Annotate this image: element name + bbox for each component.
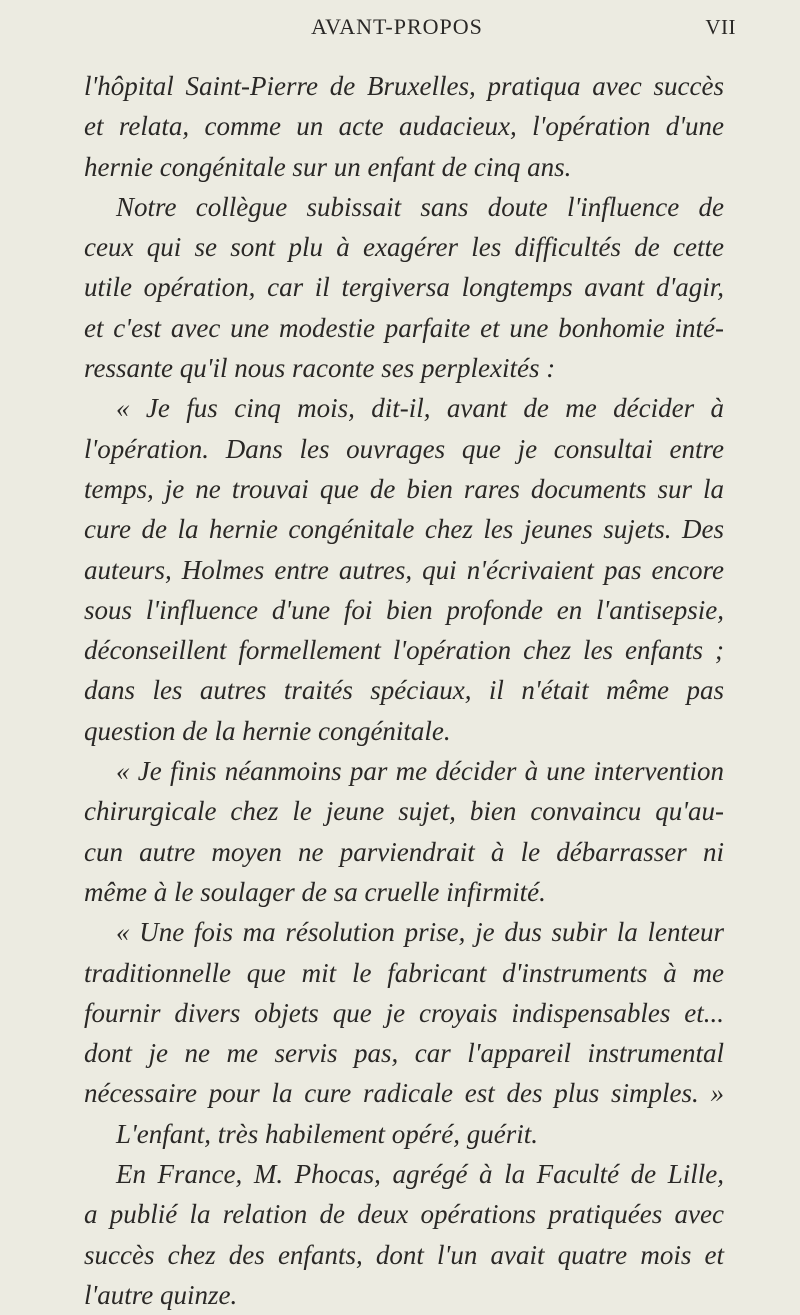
text-line: chirurgicale chez le jeune sujet, bien convaincu qu'au- <box>84 796 724 827</box>
page-header <box>82 14 736 44</box>
text-line: déconseillent formellement l'opération chez les enfants ; <box>84 635 724 666</box>
text-line: l'hôpital Saint-Pierre de Bruxelles, pratiqua avec succès <box>84 71 724 101</box>
text-line: nécessaire pour la cure radicale est des plus simples. » <box>84 1078 724 1109</box>
text-line: fournir divers objets que je croyais indispensables et... <box>84 997 724 1028</box>
text-line: Notre collègue subissait sans doute l'influence de <box>116 191 724 222</box>
text-line: traditionnelle que mit le fabricant d'instruments à me <box>84 957 724 988</box>
text-line: hernie congénitale sur un enfant de cinq ans. <box>84 151 572 182</box>
text-line: cure de la hernie congénitale chez les jeunes sujets. Des <box>84 514 724 545</box>
text-line: l'autre quinze. <box>84 1279 238 1310</box>
text-line: « Une fois ma résolution prise, je dus subir la lenteur <box>116 917 724 948</box>
body-text <box>84 66 724 1315</box>
text-line: auteurs, Holmes entre autres, qui n'écrivaient pas encore <box>84 554 724 585</box>
text-line: L'enfant, très habilement opéré, guérit. <box>116 1118 538 1149</box>
text-line: et relata, comme un acte audacieux, l'opération d'une <box>84 111 724 142</box>
text-line: « Je fus cinq mois, dit-il, avant de me décider à <box>116 393 724 424</box>
text-line: ceux qui se sont plu à exagérer les difficultés de cette <box>84 232 724 263</box>
text-line: sous l'influence d'une foi bien profonde en l'antisepsie, <box>84 594 724 625</box>
text-line: ressante qu'il nous raconte ses perplexités : <box>84 353 556 384</box>
text-line: question de la hernie congénitale. <box>84 715 451 746</box>
text-line: cun autre moyen ne parviendrait à le débarrasser ni <box>84 836 724 867</box>
text-line: temps, je ne trouvai que de bien rares documents sur la <box>84 473 724 504</box>
text-line: dont je ne me servis pas, car l'appareil instrumental <box>84 1038 724 1069</box>
text-line: succès chez des enfants, dont l'un avait quatre mois et <box>84 1239 724 1270</box>
page-number: VII <box>705 15 736 39</box>
text-line: En France, M. Phocas, agrégé à la Faculté de Lille, <box>116 1159 724 1190</box>
text-line: et c'est avec une modestie parfaite et une bonhomie inté- <box>84 312 724 343</box>
text-line: a publié la relation de deux opérations pratiquées avec <box>84 1199 724 1230</box>
text-line: l'opération. Dans les ouvrages que je consultai entre <box>84 433 724 464</box>
text-line: dans les autres traités spéciaux, il n'était même pas <box>84 675 724 706</box>
running-title: AVANT-PROPOS <box>311 14 483 39</box>
text-line: utile opération, car il tergiversa longtemps avant d'agir, <box>84 272 724 303</box>
text-line: « Je finis néanmoins par me décider à une intervention <box>116 756 724 787</box>
text-line: même à le soulager de sa cruelle infirmité. <box>84 876 546 907</box>
